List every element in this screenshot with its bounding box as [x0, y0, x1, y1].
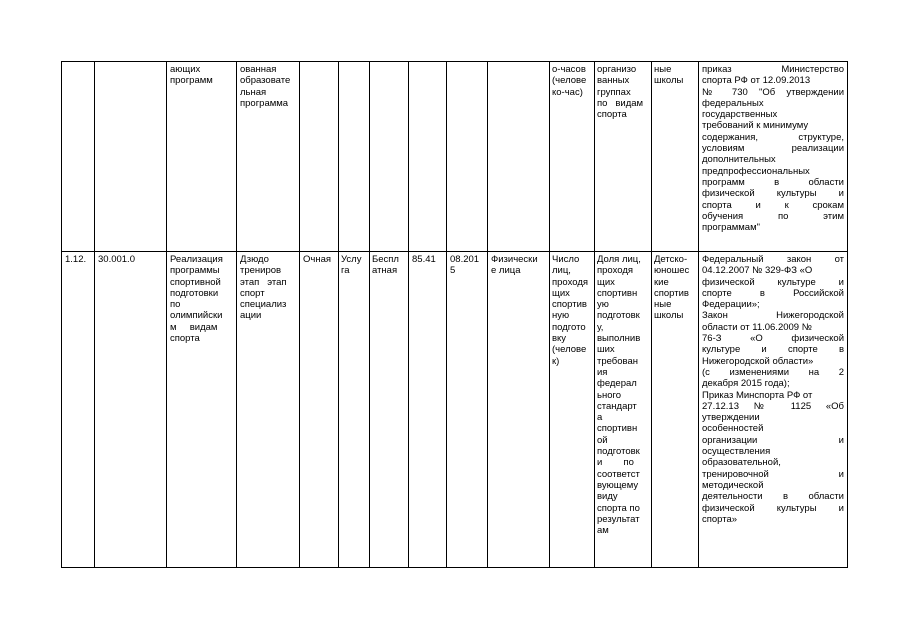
cell-line: Беспл [372, 254, 399, 265]
cell-line: ших [597, 344, 615, 356]
cell-line: Приказ Минспорта РФ от [702, 389, 813, 401]
cell-line: ко-час) [552, 86, 583, 98]
cell-form [300, 62, 339, 252]
cell-line: программ в области [702, 176, 844, 188]
cell-type [339, 62, 370, 252]
cell-consumers [488, 252, 550, 568]
cell-line: физической культуры и [702, 188, 844, 200]
cell-line: подготовк [597, 446, 640, 458]
cell-line: спорта РФ от 12.09.2013 [702, 75, 811, 87]
cell-line: деятельности в области [702, 491, 844, 503]
cell-line: ия [597, 366, 608, 378]
cell-line: ные [654, 299, 672, 311]
cell-line: спортив [552, 299, 587, 311]
cell-line: вку [552, 333, 567, 345]
cell-line: виду [597, 491, 618, 503]
cell-line: Доля лиц, [597, 254, 641, 265]
cell-line: спорта и к срокам [702, 199, 844, 211]
cell-okved [409, 252, 447, 568]
cell-line: Дзюдо [240, 254, 269, 265]
cell-line: спортивн [597, 423, 638, 435]
cell-program [237, 252, 300, 568]
cell-line: спорт [240, 287, 265, 299]
cell-line: группах [597, 86, 631, 98]
cell-line: специализ [240, 299, 287, 311]
cell-line: 1.12. [65, 254, 87, 265]
cell-line: государственных [702, 109, 778, 121]
cell-line: декабря 2015 года); [702, 378, 790, 390]
cell-line: ающих [170, 64, 201, 75]
cell-line: трениров [240, 265, 282, 277]
cell-line: требован [597, 355, 639, 367]
services-table [61, 61, 848, 568]
cell-line: требований к минимуму [702, 120, 809, 132]
cell-line: результат [597, 513, 640, 525]
cell-line: вующему [597, 479, 639, 491]
cell-line: по [170, 299, 181, 311]
cell-institution-type [652, 252, 699, 568]
cell-line: лиц, [552, 265, 571, 277]
cell-line: образовате [240, 75, 291, 87]
cell-line: программа [240, 97, 289, 109]
cell-line: 04.12.2007 № 329-ФЗ «О [702, 265, 813, 277]
cell-line: предпрофессиональных [702, 165, 810, 177]
cell-line: льная [240, 86, 267, 98]
cell-line: условиям реализации [702, 143, 844, 155]
cell-service-name [167, 62, 237, 252]
cell-line: атная [372, 265, 398, 277]
cell-line: ой [597, 434, 608, 446]
cell-line: (челове [552, 75, 587, 87]
cell-line: ванных [597, 75, 630, 87]
cell-line: этап этап [240, 276, 287, 288]
cell-line: Реализация [170, 254, 223, 265]
cell-program [237, 62, 300, 252]
cell-date [447, 62, 488, 252]
cell-line: подгото [552, 321, 586, 333]
cell-line: образовательной, [702, 457, 781, 469]
cell-line: Физически [491, 254, 538, 265]
cell-line: кие [654, 276, 669, 288]
cell-line: особенностей [702, 423, 764, 435]
cell-payment [370, 62, 409, 252]
cell-line: о-часов [552, 64, 586, 75]
cell-line: (с изменениями на 2 [702, 366, 844, 378]
cell-legal-basis [699, 62, 848, 252]
cell-number [62, 252, 95, 568]
cell-line: Закон Нижегородской [702, 310, 844, 322]
cell-line: у, [597, 321, 604, 333]
cell-line: утверждении [702, 412, 760, 424]
cell-line: спорта [597, 109, 627, 121]
cell-line: подготовки [170, 287, 219, 299]
cell-number [62, 62, 95, 252]
cell-type [339, 252, 370, 568]
cell-date [447, 252, 488, 568]
cell-line: Детско- [654, 254, 688, 265]
cell-line: физической культуре и [702, 276, 844, 288]
cell-line: организо [597, 64, 637, 75]
cell-line: спорта» [702, 513, 738, 525]
cell-line: выполнив [597, 333, 641, 345]
cell-line: федерал [597, 378, 637, 390]
cell-line: спорта по [597, 502, 640, 514]
cell-line: проходя [597, 265, 634, 277]
cell-line: федеральных [702, 97, 764, 109]
cell-line: ьного [597, 389, 622, 401]
cell-line: ую [597, 299, 609, 311]
cell-line: осуществления [702, 446, 771, 458]
cell-line: Услу [341, 254, 362, 265]
cell-line: Нижегородской области» [702, 355, 814, 367]
cell-payment [370, 252, 409, 568]
cell-line: содержания, структуре, [702, 131, 844, 143]
cell-line: олимпийски [170, 310, 223, 322]
cell-line: 76-З «О физической [702, 333, 844, 345]
cell-line: спорте в Российской [702, 287, 844, 299]
cell-line: физической культуры и [702, 502, 844, 514]
cell-line: школы [654, 75, 684, 87]
cell-line: тренировочной и [702, 468, 844, 480]
cell-line: Очная [303, 254, 332, 265]
cell-line: (человe [552, 344, 587, 356]
cell-legal-basis [699, 252, 848, 568]
cell-line: № 730 "Об утверждении [702, 86, 844, 98]
cell-line: 85.41 [412, 254, 436, 265]
cell-line: культуре и спорте в [702, 344, 844, 356]
cell-line: щих [552, 287, 570, 299]
cell-institution-type [652, 62, 699, 252]
cell-line: соответст [597, 468, 640, 480]
cell-line: ные [654, 64, 672, 75]
cell-line: проходя [552, 276, 589, 288]
cell-line: подготовк [597, 310, 640, 322]
cell-line: а [597, 412, 603, 424]
cell-line: к) [552, 355, 560, 367]
cell-line: организации и [702, 434, 844, 446]
cell-okved [409, 62, 447, 252]
cell-line: стандарт [597, 400, 637, 412]
cell-code [95, 62, 167, 252]
cell-code [95, 252, 167, 568]
cell-line: программам" [702, 222, 760, 234]
cell-line: школы [654, 310, 684, 322]
cell-line: обучения по этим [702, 210, 844, 222]
cell-line: ам [597, 525, 609, 537]
cell-line: спортивной [170, 276, 221, 288]
cell-line: ную [552, 310, 570, 322]
cell-volume-indicator [550, 252, 595, 568]
cell-line: е лица [491, 265, 521, 277]
cell-line: Федерации»; [702, 299, 760, 311]
cell-line: 5 [450, 265, 456, 277]
cell-line: щих [597, 276, 615, 288]
cell-volume-indicator [550, 62, 595, 252]
cell-quality-indicator [595, 252, 652, 568]
table-row [62, 252, 848, 568]
cell-line: ованная [240, 64, 277, 75]
cell-line: 30.001.0 [98, 254, 135, 265]
cell-line: Число [552, 254, 580, 265]
cell-line: дополнительных [702, 154, 776, 166]
table-row [62, 62, 848, 252]
cell-consumers [488, 62, 550, 252]
cell-line: области от 11.06.2009 № [702, 321, 812, 333]
cell-line: спорта [170, 333, 200, 345]
cell-line: ации [240, 310, 262, 322]
cell-line: га [341, 265, 350, 277]
cell-line: юношес [654, 265, 690, 277]
cell-line: приказ Министерство [702, 64, 844, 75]
cell-line: и по [597, 457, 634, 469]
cell-line: 08.201 [450, 254, 480, 265]
cell-line: спортив [654, 287, 689, 299]
cell-line: по видам [597, 97, 644, 109]
cell-service-name [167, 252, 237, 568]
cell-line: спортивн [597, 287, 638, 299]
cell-quality-indicator [595, 62, 652, 252]
cell-line: м видам [170, 321, 218, 333]
cell-line: программ [170, 75, 213, 87]
cell-line: Федеральный закон от [702, 254, 844, 265]
cell-line: 27.12.13 № 1125 «Об [702, 400, 844, 412]
cell-form [300, 252, 339, 568]
cell-line: методической [702, 479, 764, 491]
cell-line: программы [170, 265, 220, 277]
